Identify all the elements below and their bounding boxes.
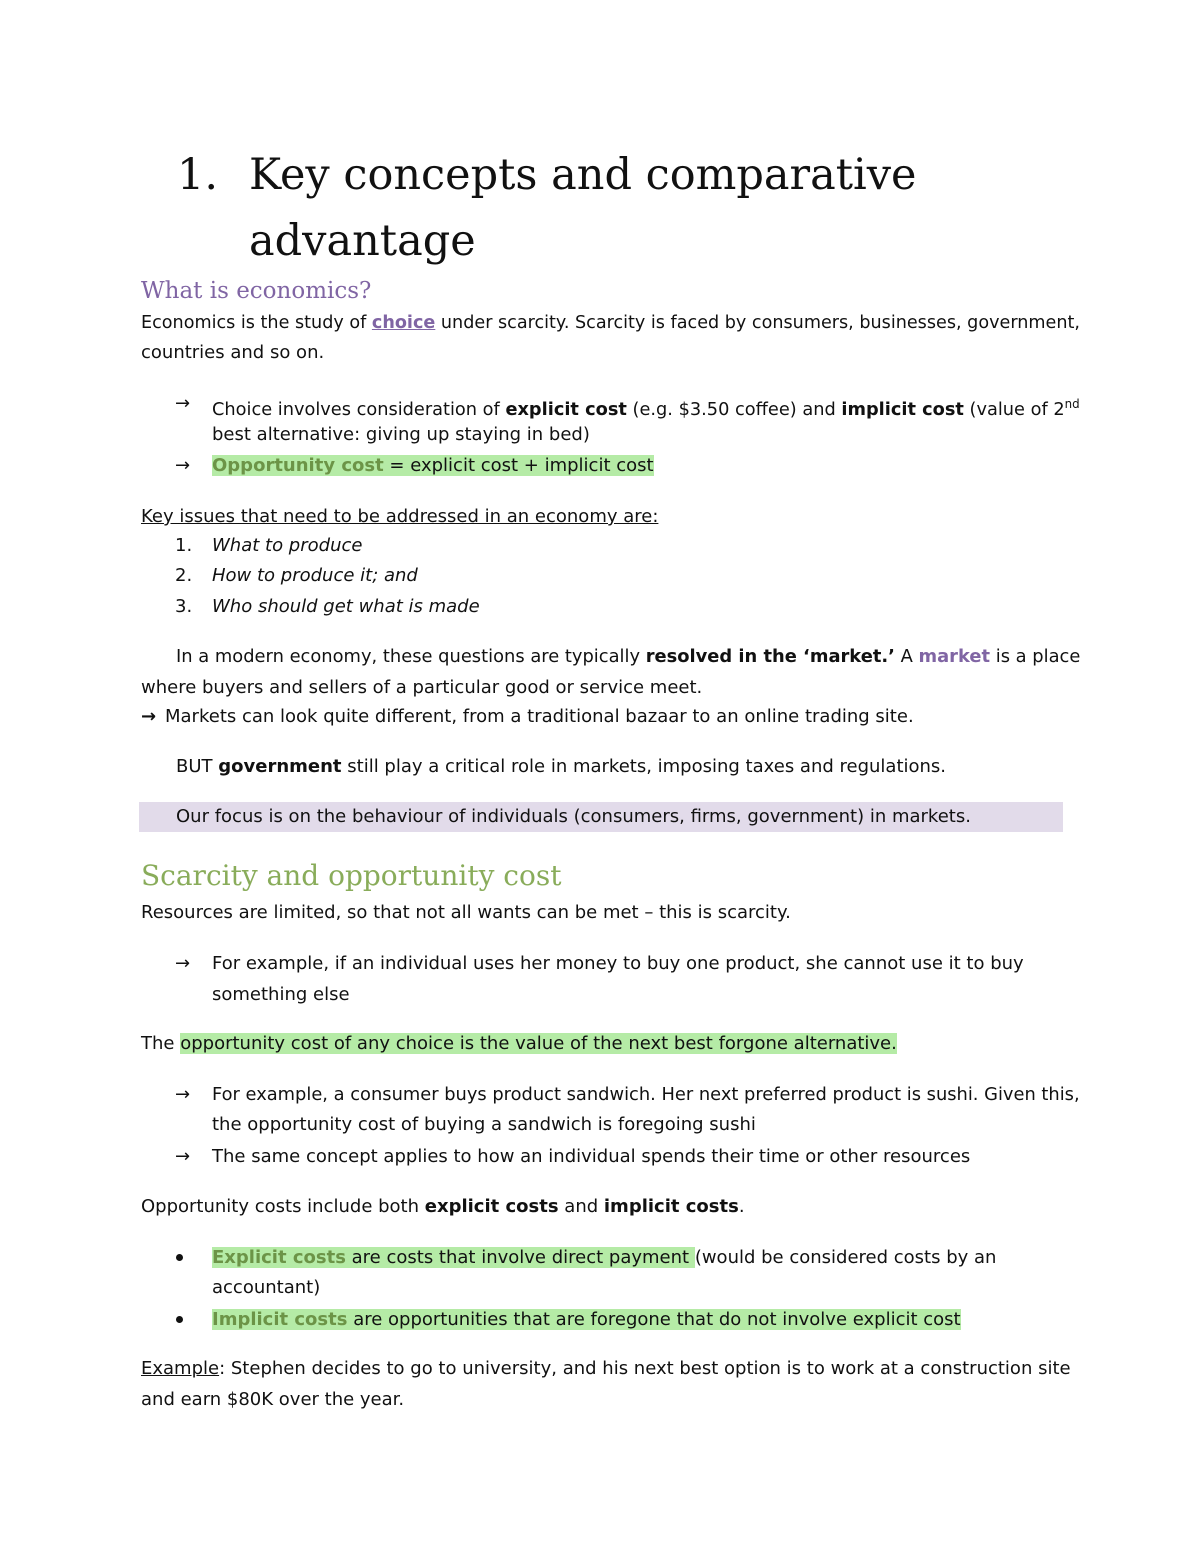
opportunity-cost-term: Opportunity cost [212, 455, 384, 476]
arrow-item-explicit-implicit-line2: best alternative: giving up staying in bed) [212, 424, 590, 445]
right-arrow-icon: → [175, 1146, 191, 1167]
focus-callout-text: Our focus is on the behaviour of individuals (consumers, firms, government) in markets. [176, 806, 971, 827]
government-line: BUT government still play a critical role in markets, imposing taxes and regulations. [176, 756, 947, 777]
page-title-line1: Key concepts and comparative [249, 150, 917, 200]
arrow-item-opportunity-cost: Opportunity cost = explicit cost + implicit cost [212, 455, 654, 476]
bullet-implicit-costs: Implicit costs are opportunities that are foregone that do not involve explicit cost [212, 1309, 961, 1330]
right-arrow-icon: → [175, 953, 191, 974]
intro-line1: Economics is the study of choice under scarcity. Scarcity is faced by consumers, businesses, government, [141, 312, 1080, 333]
title-number: 1. [177, 150, 219, 200]
explicit-implicit-summary: Opportunity costs include both explicit costs and implicit costs. [141, 1196, 745, 1217]
page-title-line2: advantage [249, 216, 476, 266]
issue-item-2: How to produce it; and [212, 565, 418, 586]
market-line3: Markets can look quite different, from a traditional bazaar to an online trading site. [165, 706, 914, 727]
market-line1: In a modern economy, these questions are typically resolved in the ‘market.’ A market is a place [176, 646, 1081, 667]
right-arrow-icon: → [175, 1084, 191, 1105]
bullet-dot-icon [176, 1254, 183, 1261]
bullet-dot-icon [176, 1316, 183, 1323]
example-line2: and earn $80K over the year. [141, 1389, 405, 1410]
opportunity-cost-definition: The opportunity cost of any choice is the value of the next best forgone alternative. [141, 1033, 897, 1054]
right-arrow-icon: → [175, 455, 191, 476]
section-heading-what-is-economics: What is economics? [141, 278, 372, 304]
intro-line2: countries and so on. [141, 342, 325, 363]
right-arrow-icon: → [141, 706, 157, 727]
bullet-explicit-costs: Explicit costs are costs that involve direct payment (would be considered costs by an [212, 1247, 997, 1268]
arrow-example-sandwich-line1: For example, a consumer buys product sandwich. Her next preferred product is sushi. Given this, [212, 1084, 1080, 1105]
right-arrow-icon: → [175, 393, 191, 414]
example-line1: Example: Stephen decides to go to university, and his next best option is to work at a construction site [141, 1358, 1071, 1379]
issue-number-1: 1. [175, 535, 193, 556]
section-heading-scarcity: Scarcity and opportunity cost [141, 859, 562, 892]
arrow-example-time: The same concept applies to how an individual spends their time or other resources [212, 1146, 971, 1167]
issue-number-2: 2. [175, 565, 193, 586]
issue-item-3: Who should get what is made [212, 596, 480, 617]
arrow-item-explicit-implicit: Choice involves consideration of explicit cost (e.g. $3.50 coffee) and implicit cost (value of 2nd [212, 397, 1080, 420]
market-term: market [918, 646, 991, 667]
issue-number-3: 3. [175, 596, 193, 617]
scarcity-intro: Resources are limited, so that not all wants can be met – this is scarcity. [141, 902, 791, 923]
arrow-example-money-line1: For example, if an individual uses her money to buy one product, she cannot use it to buy [212, 953, 1024, 974]
issue-item-1: What to produce [212, 535, 363, 556]
arrow-example-money-line2: something else [212, 984, 350, 1005]
arrow-example-sandwich-line2: the opportunity cost of buying a sandwich is foregoing sushi [212, 1114, 756, 1135]
market-line2: where buyers and sellers of a particular good or service meet. [141, 677, 703, 698]
choice-link[interactable]: choice [371, 312, 436, 333]
key-issues-heading: Key issues that need to be addressed in an economy are: [141, 506, 659, 527]
bullet-explicit-costs-line2: accountant) [212, 1277, 321, 1298]
